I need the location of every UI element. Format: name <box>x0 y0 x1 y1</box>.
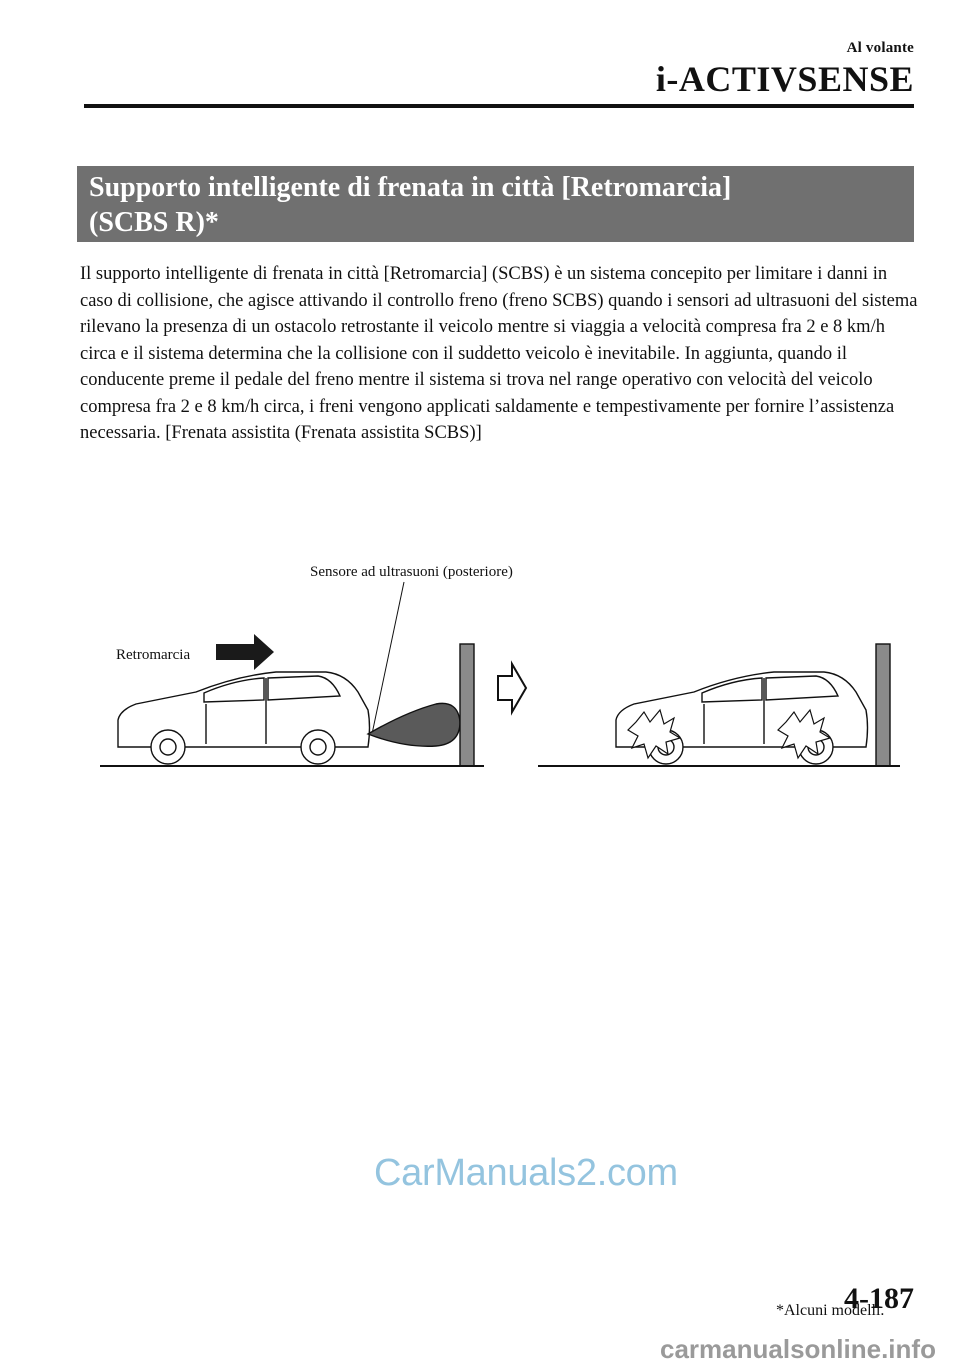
header-rule <box>84 104 914 108</box>
scbs-illustration <box>96 552 906 782</box>
description-paragraph: Il supporto intelligente di frenata in città [Retromarcia] (SCBS) è un sistema concepito per limitare i danni in caso di collisione, che agisce attivando il controllo freno (freno SCBS) quando i sensori ad ultrasuoni del sistema rilevano la presenza di un ostacolo retrostante il veicolo mentre si viaggia a velocità compresa fra 2 e 8 km/h circa e il sistema determina che la collisione con il suddetto veicolo è inevitabile. In aggiunta, quando il conducente preme il pedale del freno mentre il sistema si trova nel range operativo con velocità del veicolo compresa fra 2 e 8 km/h circa, i freni vengono applicati saldamente e tempestivamente per fornire l’assistenza necessaria. [Frenata assistita (Frenata assistita SCBS)] <box>80 264 918 443</box>
footnote: *Alcuni modelli. <box>776 1302 885 1319</box>
page-number: 4-187 <box>844 1282 914 1315</box>
sensor-leader-line <box>372 582 404 734</box>
watermark: CarManuals2.com <box>374 1152 678 1194</box>
rear-obstacle-wall <box>460 644 474 766</box>
car-left <box>118 672 370 764</box>
sensor-label: Sensore ad ultrasuoni (posteriore) <box>310 564 513 580</box>
section-header: Al volante <box>846 40 914 56</box>
chapter-title: i-ACTIVSENSE <box>655 59 914 99</box>
source-watermark: carmanualsonline.info <box>660 1334 936 1364</box>
reverse-label: Retromarcia <box>116 647 191 663</box>
next-step-arrow-icon <box>498 664 526 712</box>
obstacle-wall-right <box>876 644 890 766</box>
section-title-line2: (SCBS R)* <box>89 207 219 238</box>
reverse-arrow-icon <box>216 634 274 670</box>
section-title-line1: Supporto intelligente di frenata in città [Retromarcia] <box>89 172 732 203</box>
sensor-detection-zone <box>368 703 460 746</box>
section-title-banner <box>77 166 914 242</box>
